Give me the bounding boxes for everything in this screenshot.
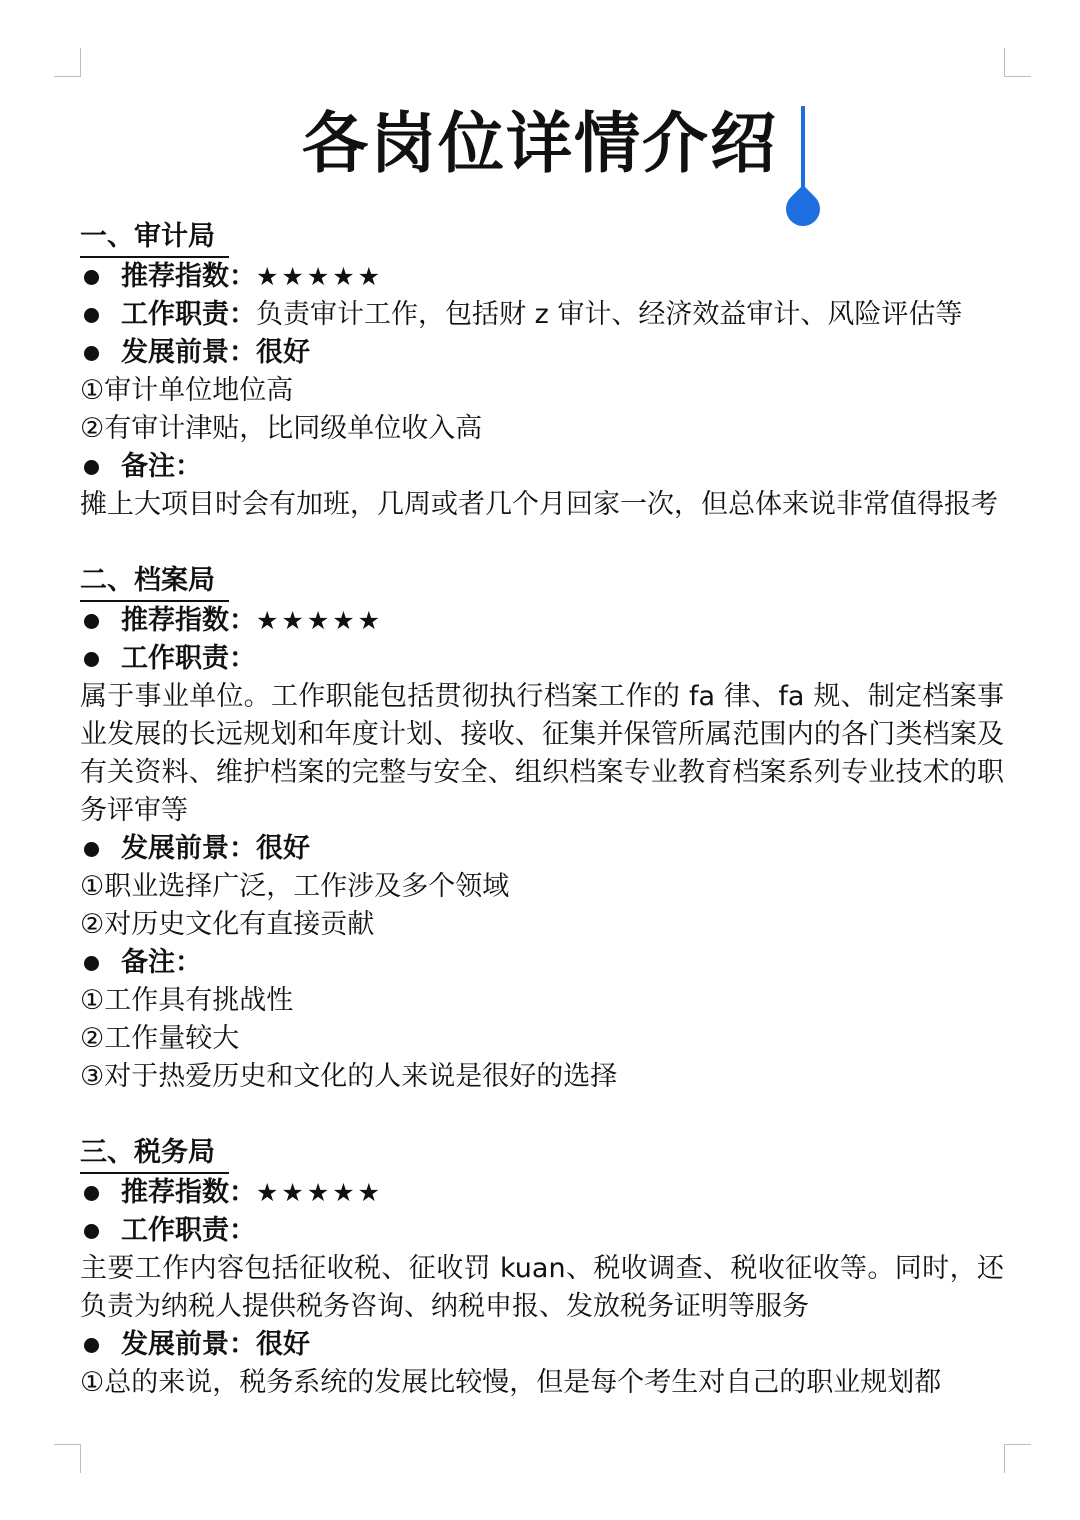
prospect-row: 发展前景： 很好 [80, 830, 1004, 868]
list-item: ②有审计津贴，比同级单位收入高 [80, 413, 483, 444]
list-item: ①审计单位地位高 [80, 375, 294, 406]
duty-row: 工作职责： 负责审计工作，包括财 z 审计、经济效益审计、风险评估等 [80, 296, 1004, 334]
bullet-dot-icon [84, 1338, 99, 1353]
rec-index-row: 推荐指数： ★★★★★ [80, 258, 1004, 296]
text-cursor-line [801, 106, 805, 194]
duty-text: 主要工作内容包括征收税、征收罚 kuan、税收调查、税收征收等。同时，还负责为纳税人提供税务咨询、纳税申报、发放税务证明等服务 [80, 1253, 1004, 1322]
bullet-dot-icon [84, 956, 99, 971]
duty-text: 属于事业单位。工作职能包括贯彻执行档案工作的 fa 律、fa 规、制定档案事业发展的长远规划和年度计划、接收、征集并保管所属范围内的各门类档案及有关资料、维护档案的完整与安全、组织档案专业教育档案系列专业技术的职务评审等 [80, 681, 1004, 826]
bullet-dot-icon [84, 842, 99, 857]
list-item: ①总的来说，税务系统的发展比较慢，但是每个考生对自己的职业规划都 [80, 1367, 942, 1398]
bullet-dot-icon [84, 1224, 99, 1239]
prospect-row: 发展前景： 很好 [80, 1326, 1004, 1364]
note-row: 备注： [80, 448, 1004, 486]
rating-stars: ★★★★★ [256, 606, 384, 635]
bullet-dot-icon [84, 614, 99, 629]
bullet-dot-icon [84, 346, 99, 361]
prospect-row: 发展前景： 很好 [80, 334, 1004, 372]
list-item: ①工作具有挑战性 [80, 985, 294, 1016]
rating-stars: ★★★★★ [256, 262, 384, 291]
section-tax [80, 1134, 1004, 1402]
rec-index-row: 推荐指数： ★★★★★ [80, 602, 1004, 640]
rating-stars: ★★★★★ [256, 1178, 384, 1207]
page-title: 各岗位详情介绍 [302, 105, 778, 182]
bullet-dot-icon [84, 460, 99, 475]
document-body [80, 218, 1004, 1402]
list-item: ②对历史文化有直接贡献 [80, 909, 375, 940]
note-text: 摊上大项目时会有加班，几周或者几个月回家一次，但总体来说非常值得报考 [80, 489, 998, 520]
corner-mark-bottom-right [1004, 1444, 1031, 1473]
section-heading: 二、档案局 [80, 562, 229, 602]
section-heading: 一、审计局 [80, 218, 229, 258]
bullet-dot-icon [84, 308, 99, 323]
bullet-dot-icon [84, 652, 99, 667]
list-item: ②工作量较大 [80, 1023, 240, 1054]
rec-index-row: 推荐指数： ★★★★★ [80, 1174, 1004, 1212]
section-heading: 三、税务局 [80, 1134, 229, 1174]
list-item: ①职业选择广泛，工作涉及多个领域 [80, 871, 510, 902]
corner-mark-top-right [1004, 48, 1031, 77]
note-row: 备注： [80, 944, 1004, 982]
bullet-dot-icon [84, 1186, 99, 1201]
list-item: ③对于热爱历史和文化的人来说是很好的选择 [80, 1061, 618, 1092]
duty-row: 工作职责： [80, 640, 1004, 678]
bullet-dot-icon [84, 270, 99, 285]
corner-mark-bottom-left [54, 1444, 81, 1473]
duty-row: 工作职责： [80, 1212, 1004, 1250]
section-archives [80, 562, 1004, 1096]
corner-mark-top-left [54, 48, 81, 77]
section-audit [80, 218, 1004, 524]
duty-text: 负责审计工作，包括财 z 审计、经济效益审计、风险评估等 [256, 299, 963, 330]
